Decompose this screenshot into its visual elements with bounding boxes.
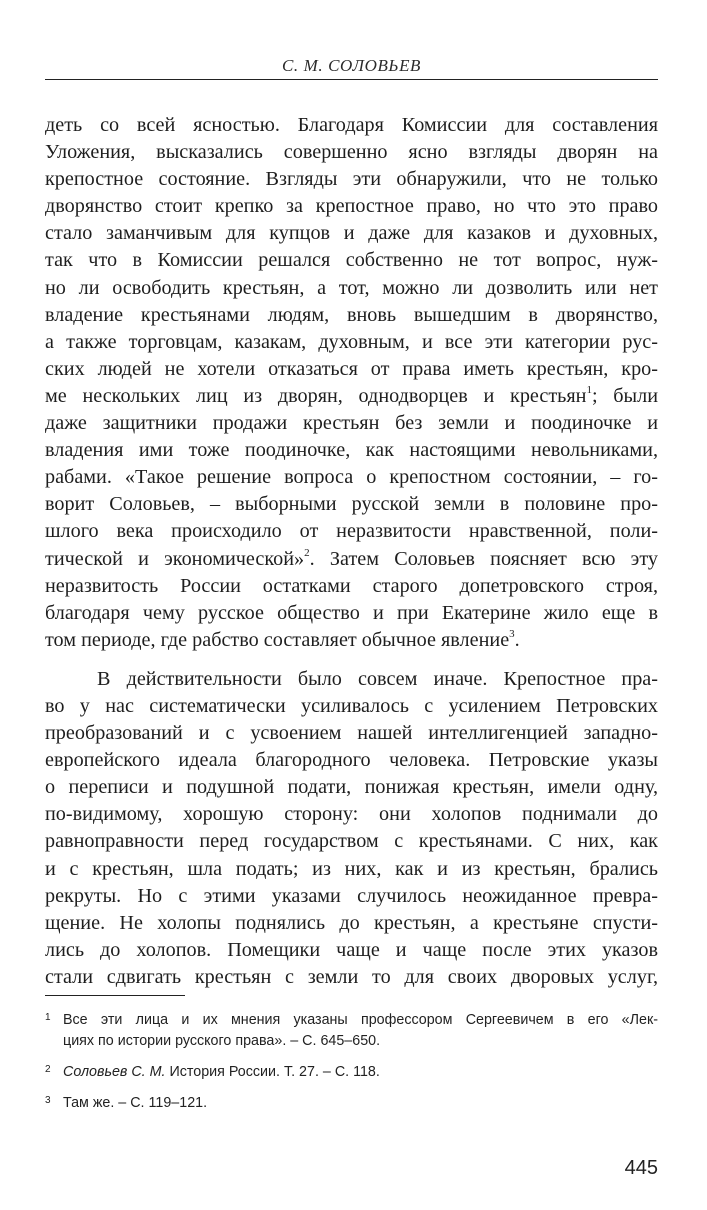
text-line: крепостное состояние. Взгляды эти обнаружили, что не только: [45, 168, 658, 191]
footnote-text: Там же. – С. 119–121.: [63, 1095, 208, 1111]
footnote-number: 3: [45, 1095, 51, 1106]
footnote-author: Соловьев С. М.: [63, 1064, 166, 1080]
text-line: владение крестьянами людям, вновь вышедшим в дворянство,: [45, 303, 658, 326]
page-number: 445: [624, 1157, 658, 1179]
text-line: [45, 546, 658, 573]
text-line: рабами. «Такое решение вопроса о крепостном состоянии, – го-: [45, 466, 658, 489]
text-line: но ли освободить крестьян, а тот, можно ли дозволить или нет: [45, 276, 658, 299]
footnote-ref-1[interactable]: 1: [586, 384, 592, 397]
text-line: и с крестьян, шла подать; из них, как и из крестьян, брались: [45, 857, 658, 880]
footnote-ref-3[interactable]: 3: [509, 628, 515, 641]
text-line: неразвитость России остатками старого допетровского строя,: [45, 574, 658, 597]
text-line: владения ими тоже поодиночке, как настоящими невольниками,: [45, 439, 658, 462]
text-line: [45, 383, 658, 410]
text-line: Уложения, высказались совершенно ясно взгляды дворян на: [45, 141, 658, 164]
text-segment: ; были: [591, 384, 658, 407]
text-line: рекруты. Но с этими указами случилось неожиданное превра-: [45, 884, 658, 907]
text-line: европейского идеала благородного человека. Петровские указы: [45, 749, 658, 772]
text-line: стало заманчивым для купцов и даже для казаков и духовных,: [45, 222, 658, 245]
text-line: [45, 627, 658, 654]
footnote-1: [45, 1010, 658, 1052]
footnotes: [45, 1010, 658, 1124]
text-line: дворянство стоит крепко за крепостное право, но что это право: [45, 195, 658, 218]
text-line: равноправности перед государством с крестьянами. С них, как: [45, 830, 658, 853]
text-line: щение. Не холопы поднялись до крестьян, а крестьяне спусти-: [45, 911, 658, 934]
text-line: так что в Комиссии решался собственно не тот вопрос, нуж-: [45, 249, 658, 272]
footnote-line: Все эти лица и их мнения указаны профессором Сергеевичем в его «Лек-: [63, 1012, 658, 1028]
paragraph-gap: [45, 654, 658, 666]
text-line: ворит Соловьев, – выборными русской земли в половине про-: [45, 493, 658, 516]
header-rule: [45, 79, 658, 80]
text-line: деть со всей ясностью. Благодаря Комиссии для составления: [45, 114, 658, 136]
text-line: по-видимому, хорошую сторону: они холопов поднимали до: [45, 803, 658, 826]
text-line: В действительности было совсем иначе. Крепостное пра-: [97, 667, 658, 690]
text-line: стали сдвигать крестьян с земли то для своих дворовых услуг,: [45, 965, 658, 988]
text-line: преобразований и с усвоением нашей интеллигенцией западно-: [45, 722, 658, 745]
text-line: даже защитники продажи крестьян без земли и поодиночке и: [45, 412, 658, 435]
running-head: С. М. СОЛОВЬЕВ: [281, 56, 422, 75]
footnote-text: История России. Т. 27. – С. 118.: [165, 1064, 380, 1080]
text-line: во у нас систематически усиливалось с усилением Петровских: [45, 694, 658, 717]
footnote-ref-2[interactable]: 2: [304, 546, 310, 559]
paragraph-1: [45, 112, 658, 654]
text-line: а также торговцам, казакам, духовным, и все эти категории рус-: [45, 330, 658, 353]
footnote-number: 2: [45, 1064, 51, 1075]
text-line: шлого века происходило от неразвитости нравственной, поли-: [45, 520, 658, 543]
body-text: [45, 112, 658, 991]
text-segment: том периоде, где рабство составляет обычное явление: [45, 628, 510, 651]
footnote-number: 1: [45, 1012, 51, 1023]
footnote-line: циях по истории русского права». – С. 645–650.: [63, 1033, 381, 1049]
footnote-2: [45, 1062, 658, 1083]
text-line: лись до холопов. Помещики чаще и чаще после этих указов: [45, 938, 658, 961]
text-line: благодаря чему русское общество и при Екатерине жило еще в: [45, 601, 658, 624]
text-segment: ме нескольких лиц из дворян, однодворцев и крестьян: [45, 384, 587, 407]
text-segment: тической и экономической»: [45, 547, 305, 570]
text-line: ских людей не хотели отказаться от права иметь крестьян, кро-: [45, 357, 658, 380]
footnote-3: [45, 1093, 658, 1114]
footnote-rule: [45, 995, 185, 996]
text-line: о переписи и подушной подати, понижая крестьян, имели одну,: [45, 776, 658, 799]
text-segment: .: [514, 628, 520, 651]
text-segment: . Затем Соловьев поясняет всю эту: [309, 547, 658, 570]
paragraph-2: [45, 666, 658, 991]
